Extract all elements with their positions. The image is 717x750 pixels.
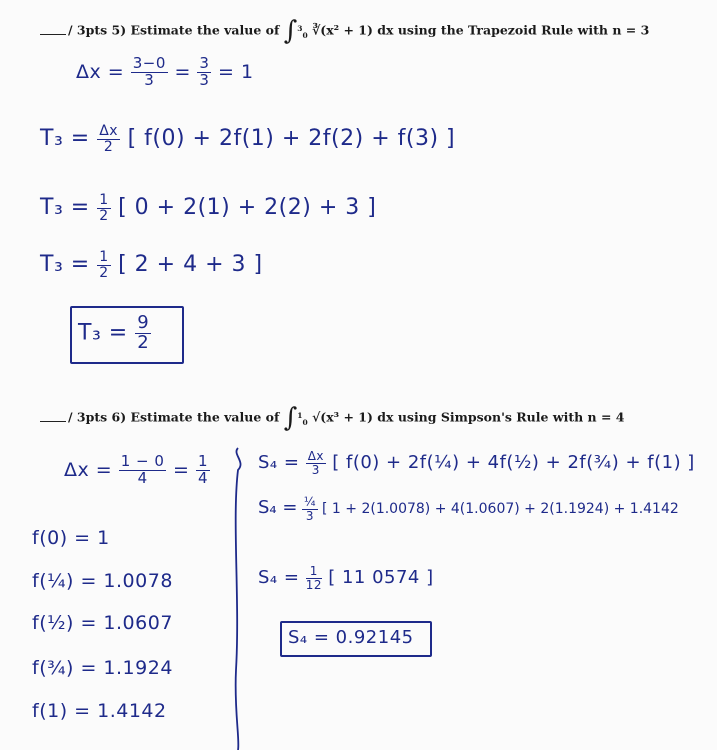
p5-substitution: T₃ = $\frac{1}{2}$ [ 0 + 2(1) + 2(2) + 3 ] bbox=[40, 192, 377, 224]
score-blank bbox=[40, 421, 66, 422]
p6-answer: S₄ = 0.92145 bbox=[288, 627, 414, 648]
p6-value-f1-4: f(¼) = 1.0078 bbox=[32, 570, 173, 592]
score-blank bbox=[40, 34, 66, 35]
p6-value-f1-2: f(½) = 1.0607 bbox=[32, 612, 173, 634]
divider-line bbox=[228, 440, 258, 750]
p6-substitution: S₄ = $\frac{\text{¼}}{3}$ [ 1 + 2(1.0078) + 4(1.0607) + 2(1.1924) + 1.4142 bbox=[258, 495, 679, 523]
p5-answer: T₃ = $\frac{9}{2}$ bbox=[78, 312, 150, 353]
integral-sign: ∫ bbox=[283, 403, 298, 433]
p6-value-f3-4: f(¾) = 1.1924 bbox=[32, 657, 173, 679]
p5-delta-x: Δx = $\frac{3-0}{3}$ = $\frac{3}{3}$ = 1 bbox=[76, 54, 254, 89]
problem-5-prompt: / 3pts 5) Estimate the value of ∫$^3_0$ ∛(x² + 1) dx using the Trapezoid Rule with n = 3 bbox=[40, 16, 649, 46]
p6-sum: S₄ = $\frac{1}{12}$ [ 11 0574 ] bbox=[258, 564, 434, 592]
p5-simplified: T₃ = $\frac{1}{2}$ [ 2 + 4 + 3 ] bbox=[40, 249, 263, 281]
p6-value-f1: f(1) = 1.4142 bbox=[32, 700, 167, 722]
p6-delta-x: Δx = $\frac{1 - 0}{4}$ = $\frac{1}{4}$ bbox=[64, 452, 209, 487]
p6-simpson-formula: S₄ = $\frac{\Delta x}{3}$ [ f(0) + 2f(¼) + 4f(½) + 2f(¾) + f(1) ] bbox=[258, 449, 695, 477]
p6-value-f0: f(0) = 1 bbox=[32, 527, 110, 549]
integral-sign: ∫ bbox=[283, 16, 298, 46]
problem-6-prompt: / 3pts 6) Estimate the value of ∫$^1_0$ √(x³ + 1) dx using Simpson's Rule with n = 4 bbox=[40, 403, 625, 433]
p5-trapezoid-formula: T₃ = $\frac{\Delta x}{2}$ [ f(0) + 2f(1) + 2f(2) + f(3) ] bbox=[40, 123, 456, 155]
